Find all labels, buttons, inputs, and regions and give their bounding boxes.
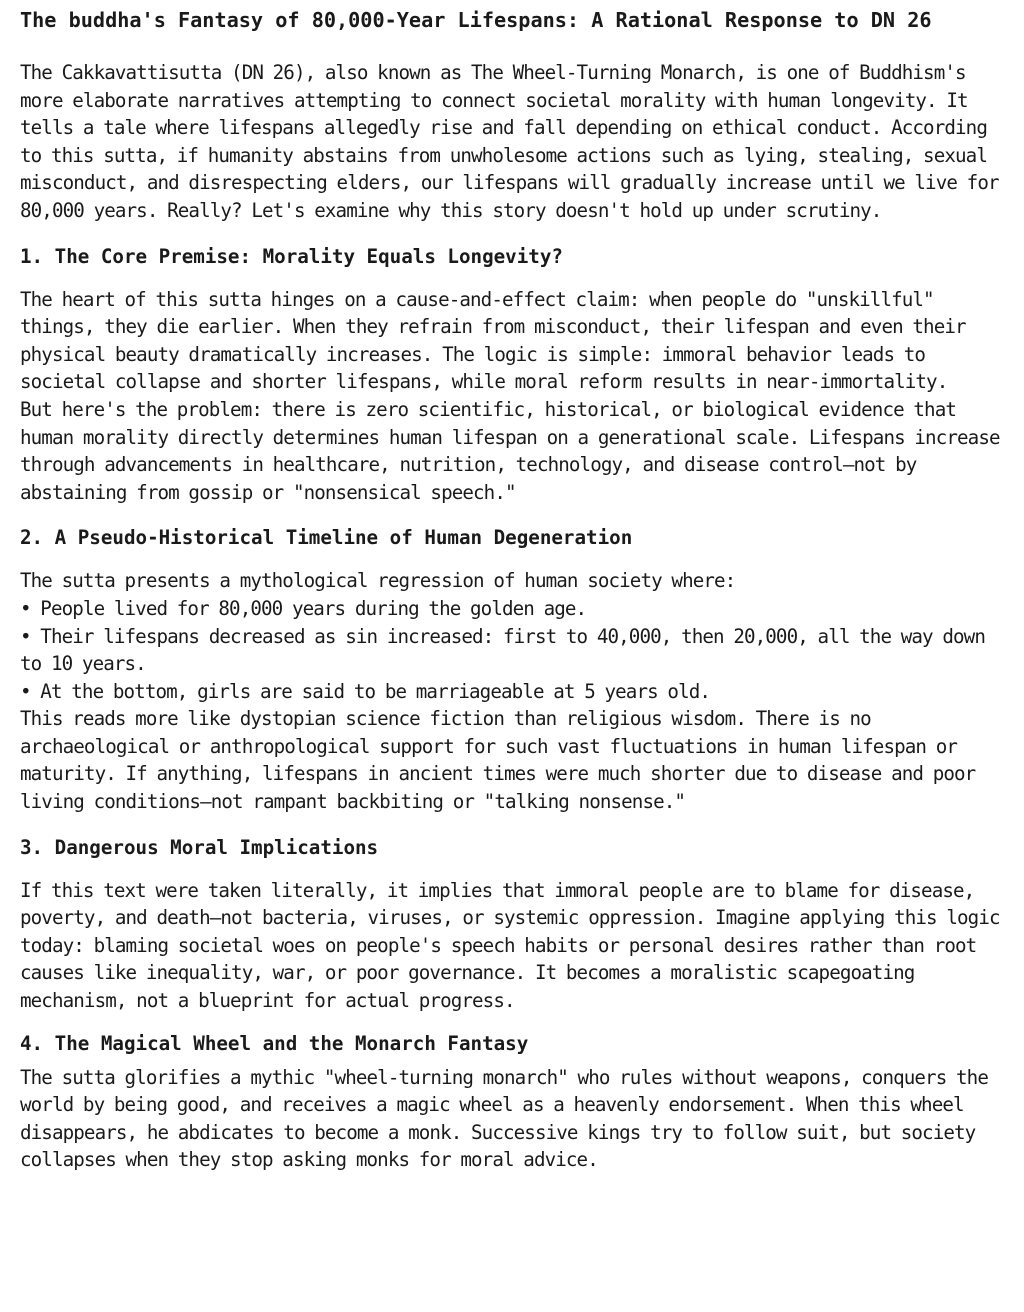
intro-paragraph: The Cakkavattisutta (DN 26), also known as The Wheel-Turning Monarch, is one of Buddhism's more elaborate narratives attempting to connect societal morality with human longevity. It tells a tale where lifespans allegedly rise and fall depending on ethical conduct. According to this sutta, if humanity abstains from unwholesome actions such as lying, stealing, sexual misconduct, and disrespecting elders, our lifespans will gradually increase until we live for 80,000 years. Really? Let's examine why this story doesn't hold up under scrutiny.	[20, 61, 999, 222]
bullet-item: • At the bottom, girls are said to be marriageable at 5 years old.	[20, 679, 711, 703]
section-4-paragraph: The sutta glorifies a mythic "wheel-turning monarch" who rules without weapons, conquers the world by being good, and receives a magic wheel as a heavenly endorsement. When this wheel disappears, he abdicates to become a monk. Successive kings try to follow suit, but society collapses when they stop asking monks for moral advice.	[20, 1065, 988, 1172]
section-2-lead: The sutta presents a mythological regression of human society where:	[20, 569, 736, 593]
document-title: The buddha's Fantasy of 80,000-Year Lifespans: A Rational Response to DN 26	[20, 8, 932, 32]
section-2-closing: This reads more like dystopian science fiction than religious wisdom. There is no archaeological or anthropological support for such vast fluctuations in human lifespan or maturity. If anything, lifespans in ancient times were much shorter due to disease and poor living conditions—not rampant backbiting or "talking nonsense."	[20, 707, 976, 814]
document-page	[20, 6, 1010, 1174]
section-1-paragraph-1: The heart of this sutta hinges on a cause-and-effect claim: when people do "unskillful" things, they die earlier. When they refrain from misconduct, their lifespan and even their physical beauty dramatically increases. The logic is simple: immoral behavior leads to societal collapse and shorter lifespans, while moral reform results in near-immortality.	[20, 287, 966, 394]
section-4-heading: 4. The Magical Wheel and the Monarch Fantasy	[20, 1031, 529, 1055]
section-3-paragraph: If this text were taken literally, it implies that immoral people are to blame for disease, poverty, and death—not bacteria, viruses, or systemic oppression. Imagine applying this logic today: blaming societal woes on people's speech habits or personal desires rather than root causes like inequality, war, or poor governance. It becomes a moralistic scapegoating mechanism, not a blueprint for actual progress.	[20, 878, 1000, 1013]
section-3-heading: 3. Dangerous Moral Implications	[20, 835, 379, 859]
section-1-heading: 1. The Core Premise: Morality Equals Longevity?	[20, 244, 563, 268]
section-1-paragraph-2: But here's the problem: there is zero scientific, historical, or biological evidence that human morality directly determines human lifespan on a generational scale. Lifespans increase through advancements in healthcare, nutrition, technology, and disease control—not by abstaining from gossip or "nonsensical speech."	[20, 397, 1000, 504]
section-2-heading: 2. A Pseudo-Historical Timeline of Human Degeneration	[20, 526, 633, 550]
bullet-item: • People lived for 80,000 years during the golden age.	[20, 596, 587, 620]
bullet-item: • Their lifespans decreased as sin increased: first to 40,000, then 20,000, all the way down to 10 years.	[20, 624, 985, 676]
